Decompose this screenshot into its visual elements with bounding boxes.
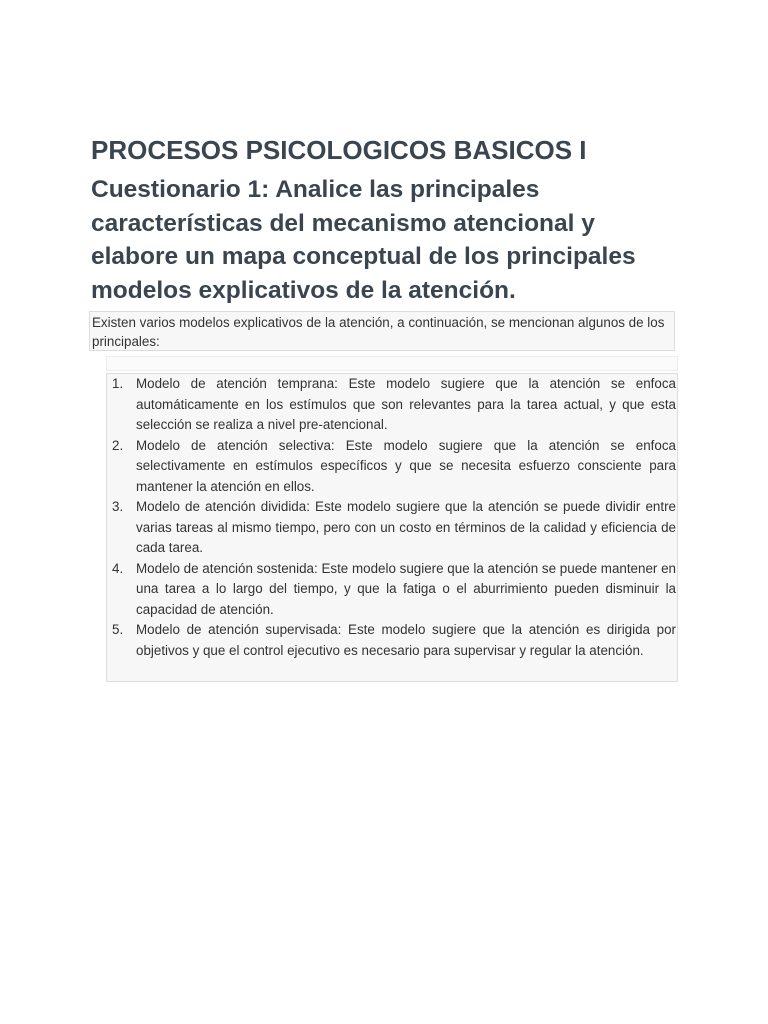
list-item <box>107 620 677 682</box>
list-item-text: Modelo de atención selectiva: Este modelo sugiere que la atención se enfoca selectivamente en estímulos específicos y que se necesita esfuerzo consciente para mantener la atención en ellos. <box>136 437 676 494</box>
models-list <box>107 374 677 682</box>
document-subtitle: Cuestionario 1: Analice las principales características del mecanismo atencional y elabore un mapa conceptual de los principales modelos explicativos de la atención. <box>91 176 636 304</box>
intro-paragraph: Existen varios modelos explicativos de la atención, a continuación, se mencionan algunos de los principales: <box>89 311 675 351</box>
empty-paragraph-box <box>106 356 678 371</box>
list-item-text: Modelo de atención supervisada: Este modelo sugiere que la atención es dirigida por objetivos y que el control ejecutivo es necesario para supervisar y regular la atención. <box>136 622 676 658</box>
list-item-number: 5. <box>112 622 124 637</box>
list-item <box>107 374 677 436</box>
list-item-number: 4. <box>112 560 124 576</box>
list-item <box>107 497 677 559</box>
list-item-text: Modelo de atención temprana: Este modelo sugiere que la atención se enfoca automáticamente en los estímulos que son relevantes para la tarea actual, y que esta selección se realiza a nivel pre-atencional. <box>136 376 676 432</box>
list-item <box>107 436 677 498</box>
list-item-number: 1. <box>112 376 124 391</box>
document-title: PROCESOS PSICOLOGICOS BASICOS I <box>91 135 587 165</box>
list-item-number: 2. <box>112 437 124 453</box>
list-item-text: Modelo de atención dividida: Este modelo sugiere que la atención se puede dividir entre varias tareas al mismo tiempo, pero con un costo en términos de la calidad y eficiencia de cada tarea. <box>136 499 676 555</box>
list-item-number: 3. <box>112 499 124 514</box>
list-item <box>107 559 677 621</box>
models-list-box <box>106 373 678 682</box>
list-item-text: Modelo de atención sostenida: Este modelo sugiere que la atención se puede mantener en una tarea a lo largo del tiempo, y que la fatiga o el aburrimiento pueden disminuir la capacidad de atención. <box>136 560 676 617</box>
